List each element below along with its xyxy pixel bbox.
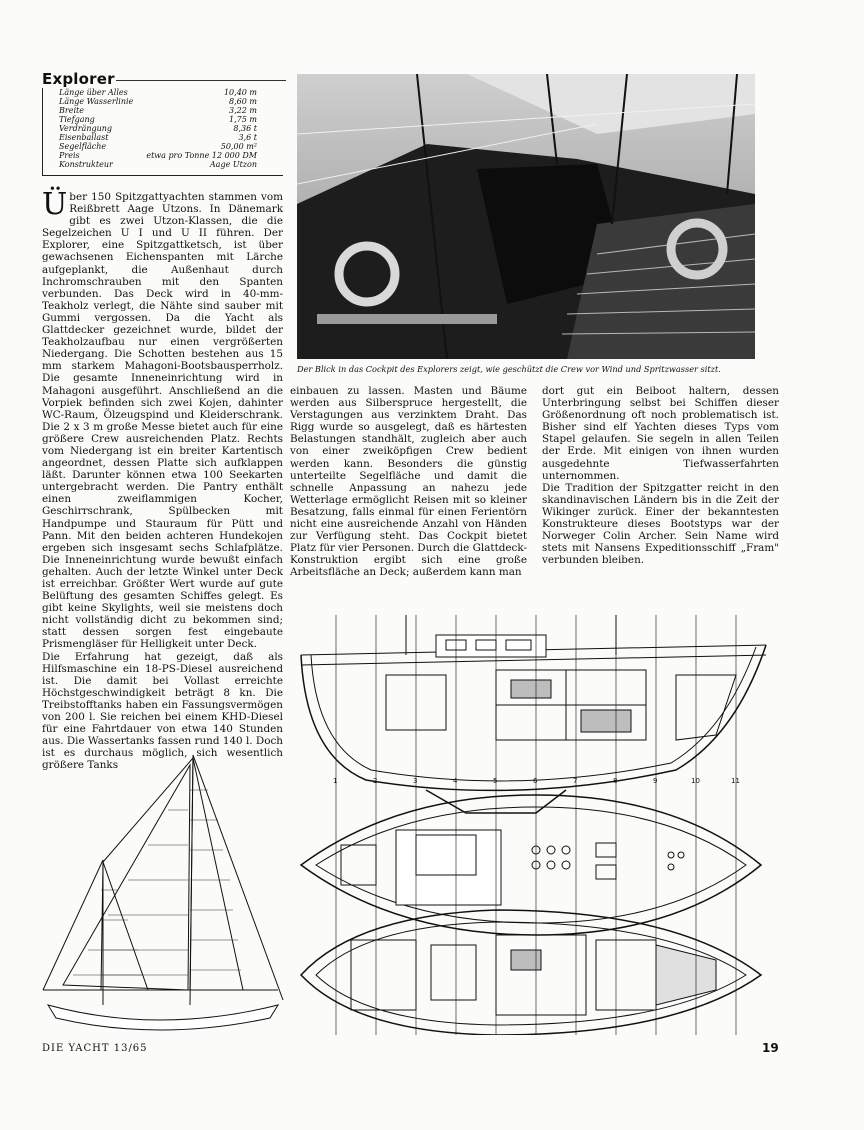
station-label: 3	[413, 777, 418, 785]
drop-cap: Ü	[42, 187, 68, 222]
paragraph: Die Erfahrung hat gezeigt, daß als Hilfsmaschine ein 18-PS-Diesel ausreichend ist. Die damit bei Vollast erreichte Höchstgeschwindigkeit beträgt 8 kn. Die Treibstofftanks haben ein Fassungsvermögen von 200 l. Sie reichen bei einem KHD-Diesel für eine Fahrtdauer von etwa 140 Stunden aus. Die Wassertanks fassen rund 140 l. Doch ist es durchaus möglich, sich wesentlich größere Tanks	[42, 650, 283, 772]
spec-title: Explorer	[42, 70, 115, 88]
article-column-3	[542, 385, 779, 566]
spec-row: Konstrukteur Aage Utzon	[59, 160, 257, 169]
spec-title-rule	[116, 80, 286, 81]
article-column-2	[290, 385, 527, 579]
station-label: 2	[373, 777, 378, 785]
station-label: 1	[333, 777, 338, 785]
spec-table	[42, 88, 283, 176]
footer-publication: DIE YACHT 13/65	[42, 1043, 148, 1054]
station-label: 11	[731, 777, 740, 785]
station-label: 9	[653, 777, 658, 785]
cockpit-photo	[297, 74, 755, 359]
cockpit-photo-image	[297, 74, 755, 359]
spec-row: Länge über Alles 10,40 m	[59, 88, 257, 97]
paragraph: Über 150 Spitzgattyachten stammen vom Reißbrett Aage Utzons. In Dänemark gibt es zwei Utzon-Klassen, die die Segelzeichen U I und U II führen. Der Explorer, eine Spitzgattketsch, ist über gewachsenen Eichenspanten mit Lärche aufgeplankt, die Außenhaut durch Inchromschrauben mit den Spanten verbunden. Das Deck wird in 40-mm-Teakholz verlegt, die Nähte sind sauber mit Gummi vergossen. Da die Yacht als Glattdecker gezeichnet wurde, bildet der Teakholzaufbau nur einen vergrößerten Niedergang. Die Schotten bestehen aus 15 mm starkem Mahagoni-Bootsbausperrholz. Die gesamte Inneneinrichtung wird in Mahagoni ausgeführt. Anschließend an die Vorpiek befinden sich zwei Kojen, dahinter WC-Raum, Ölzeugspind und Kleiderschrank. Die 2 x 3 m große Messe bietet auch für eine größere Crew ausreichenden Platz. Rechts vom Niedergang ist ein breiter Kartentisch angeordnet, dessen Platte sich aufklappen läßt. Darunter können etwa 100 Seekarten untergebracht werden. Die Pantry enthält einen zweiflammigen Kocher, Geschirrschrank, Spülbecken mit Handpumpe und Stauraum für Pütt und Pann. Mit den beiden achteren Hundekojen ergeben sich insgesamt sechs Schlafplätze. Die Inneneinrichtung wurde bewußt einfach gehalten. Auch der letzte Winkel unter Deck ist erreichbar. Größter Wert wurde auf gute Belüftung des gesamten Schiffes gelegt. Es gibt keine Skylights, weil sie meistens doch nicht vollständig dicht zu bekommen sind; statt dessen sorgen fest eingebaute Prismengläser für Helligkeit unter Deck.	[42, 187, 283, 651]
page-number: 19	[762, 1041, 779, 1055]
spec-row: Verdrängung 8,36 t	[59, 124, 257, 133]
spec-row: Länge Wasserlinie 8,60 m	[59, 97, 257, 106]
sail-plan-drawing	[38, 750, 288, 1040]
article-column-1	[42, 187, 283, 772]
station-label: 6	[533, 777, 538, 785]
station-label: 8	[613, 777, 618, 785]
station-label: 10	[691, 777, 700, 785]
station-label: 4	[453, 777, 458, 785]
spec-row: Eisenballast 3,6 t	[59, 133, 257, 142]
photo-caption: Der Blick in das Cockpit des Explorers zeigt, wie geschützt die Crew vor Wind und Spritzwasser sitzt.	[297, 364, 721, 374]
spec-row: Preis etwa pro Tonne 12 000 DM	[59, 151, 257, 160]
paragraph: einbauen zu lassen. Masten und Bäume werden aus Silberspruce hergestellt, die Verstagungen aus verzinktem Draht. Das Rigg wurde so ausgelegt, daß es härtesten Belastungen standhält, zugleich aber auch von einer zweiköpfigen Crew bedient werden kann. Besonders die günstig unterteilte Segelfläche und damit die schnelle Anpassung an nahezu jede Wetterlage ermöglicht Reisen mit so kleiner Besatzung, falls einmal für einen Ferientörn nicht eine ausreichende Anzahl von Händen zur Verfügung steht. Das Cockpit bietet Platz für vier Personen. Durch die Glattdeck-Konstruktion ergibt sich eine große Arbeitsfläche an Deck; außerdem kann man	[290, 385, 527, 579]
spec-row: Segelfläche 50,00 m²	[59, 142, 257, 151]
paragraph: Die Tradition der Spitzgatter reicht in den skandinavischen Ländern bis in die Zeit der Wikinger zurück. Einer der bekanntesten Konstrukteure dieses Bootstyps war der Norweger Colin Archer. Sein Name wird stets mit Nansens Expeditionsschiff „Fram" verbunden bleiben.	[542, 481, 779, 567]
station-label: 5	[493, 777, 498, 785]
station-label: 7	[573, 777, 578, 785]
spec-row: Tiefgang 1,75 m	[59, 115, 257, 124]
construction-drawings	[296, 615, 768, 1035]
paragraph: dort gut ein Beiboot haltern, dessen Unterbringung selbst bei Schiffen dieser Größenordnung oft noch problematisch ist. Bisher sind elf Yachten dieses Typs vom Stapel gelaufen. Sie segeln in allen Teilen der Erde. Mit einigen von ihnen wurden ausgedehnte Tiefwasserfahrten unternommen.	[542, 385, 779, 482]
spec-row: Breite 3,22 m	[59, 106, 257, 115]
